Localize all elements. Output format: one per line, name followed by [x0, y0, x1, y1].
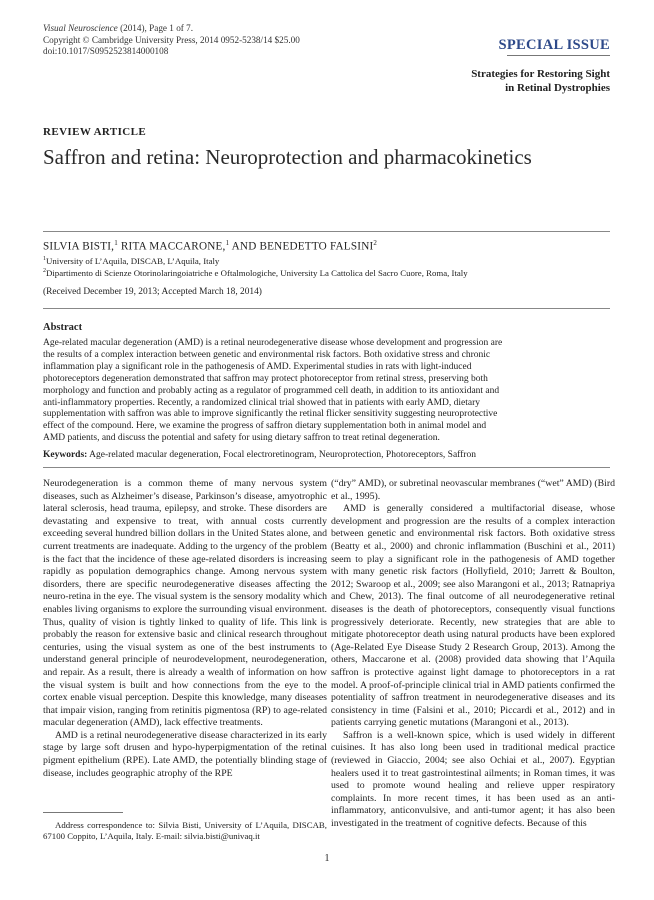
- series-title: [410, 67, 610, 95]
- body-paragraph: AMD is a retinal neurodegenerative disease characterized in its early stage by large soft drusen and hypo-hyperpigmentation of the retinal pigment epithelium (RPE). Late AMD, the potentially blinding stage of disease, includes geographic atrophy of the RPE: [43, 729, 327, 779]
- abstract-line: inflammation play a significant role in the pathogenesis of AMD. Experimental studies in rats with light-induced: [43, 361, 472, 372]
- affiliation: [43, 268, 468, 278]
- body-column-left: [43, 478, 327, 780]
- keywords-label: Keywords:: [43, 450, 88, 460]
- abstract-line: the results of a complex interaction between genetic and environmental risk factors. Both oxidative stress and chronic: [43, 349, 491, 360]
- received-dates: (Received December 19, 2013; Accepted March 18, 2014): [43, 287, 262, 297]
- body-paragraph: (“dry” AMD), or subretinal neovascular membranes (“wet” AMD) (Bird et al., 1995).: [331, 478, 615, 502]
- divider: [43, 231, 610, 232]
- special-issue-rule: [507, 55, 610, 56]
- journal-citation: [43, 23, 300, 35]
- page-number: 1: [324, 853, 330, 864]
- journal-meta: [43, 23, 300, 58]
- author-affiliation-mark: 1: [114, 239, 118, 247]
- body-column-right: [331, 478, 615, 831]
- abstract-line: supplementation with saffron was able to improve significantly the retinal flicker sensitivity suggesting neuroprotective: [43, 409, 498, 420]
- abstract-line: morphology and function and probably acting as a regulator of programmed cell death, in addition to its antioxidant and: [43, 385, 500, 396]
- author-list: [43, 239, 377, 253]
- correspondence-footnote: [43, 820, 327, 842]
- affiliation-text: University of L’Aquila, DISCAB, L’Aquila, Italy: [46, 256, 220, 266]
- author-affiliation-mark: 1: [225, 239, 230, 247]
- abstract-line: AMD patients, and discuss the potential and safety for using dietary saffron to treat retinal degeneration.: [43, 433, 440, 444]
- author-affiliation-mark: 2: [373, 239, 378, 247]
- footnote-text: Address correspondence to: Silvia Bisti, University of L’Aquila, DISCAB, 67100 Coppito, L’Aquila, Italy. E-mail: silvia.bisti@univaq.it: [43, 820, 327, 841]
- article-type: REVIEW ARTICLE: [43, 126, 147, 138]
- divider: [43, 467, 610, 468]
- abstract-heading: Abstract: [43, 322, 83, 333]
- copyright-line: Copyright © Cambridge University Press, 2014 0952-5238/14 $25.00: [43, 34, 300, 45]
- divider: [43, 308, 610, 309]
- affiliation: [43, 256, 219, 266]
- journal-name: Visual Neuroscience: [43, 23, 118, 33]
- body-paragraph: Saffron is a well-known spice, which is used widely in different cuisines. It has also long been used in traditional medical practice (reviewed in Giaccio, 2004; see also Ochiai et al., 2007). Egyptian healers used it to treat gastrointestinal ailments; in Roman times, it was used to promote wound healing and relieve upper respiratory complaints. In more recent times, it has been used as an anti-inflammatory, anticonvulsive, and anti-tumor agent; it has also been investigated in the treatment of cognitive defects. Because of this: [331, 729, 615, 830]
- keywords: [43, 449, 610, 461]
- affiliation-text: Dipartimento di Scienze Otorinolaringoiatriche e Oftalmologiche, University La Cattolica del Sacro Cuore, Roma, Italy: [46, 268, 468, 278]
- affiliation-mark: 2: [43, 268, 46, 275]
- author-name: SILVIA BISTI,: [43, 240, 115, 253]
- abstract-line: photoreceptors degeneration demonstrated that saffron may protect photoreceptor from retinal stress, preserving both: [43, 373, 488, 384]
- keywords-list: Age-related macular degeneration, Focal electroretinogram, Neuroprotection, Photoreceptors, Saffron: [87, 450, 476, 460]
- affiliation-mark: 1: [43, 256, 46, 263]
- abstract-line: effect of the compound. Here, we examine the progress of saffron dietary supplementation both in animal model and: [43, 421, 487, 432]
- special-issue-label: SPECIAL ISSUE: [498, 37, 610, 53]
- article-title: Saffron and retina: Neuroprotection and pharmacokinetics: [43, 145, 532, 169]
- journal-issue: (2014), Page 1 of 7.: [117, 23, 194, 33]
- doi-line: doi:10.1017/S0952523814000108: [43, 46, 169, 57]
- abstract-text: [43, 338, 583, 445]
- footnote-rule: [43, 812, 123, 813]
- author-name: RITA MACCARONE,: [117, 240, 226, 253]
- series-line-2: in Retinal Dystrophies: [505, 82, 610, 94]
- series-line-1: Strategies for Restoring Sight: [471, 68, 610, 80]
- body-paragraph: Neurodegeneration is a common theme of many nervous system diseases, such as Alzheimer’s disease, Parkinson’s disease, amyotrophic lateral sclerosis, head trauma, epilepsy, and stroke. These disorders are devastating and expensive to treat, with annual costs currently exceeding several hundred billion dollars in the United States alone, and current treatments are inadequate. Adding to the urgency of the problem is the fact that the incidence of these age-related disorders is increasing rapidly as population demographics change. Among nervous system disorders, there are specific neurodegenerative diseases affecting the neuro-retina in the eye. The visual system is the sensory modality which enables living organisms to explore the surrounding visual environment. Thus, quality of vision is tightly linked to quality of life. This link is probably the reason for extensive basic and clinical research throughout centuries, using the visual system as one of the best instruments to understand general principle of neurodevelopment, neurodegeneration, and repair. As a result, there is already a wealth of information on how the visual system is built and how connections from the eye to the cortex enable visual perception. Despite this knowledge, many diseases that impair vision, ranging from retinitis pigmentosa (RP) to age-related macular degeneration (AMD), lack effective treatments.: [43, 478, 327, 729]
- author-name: AND BENEDETTO FALSINI: [229, 240, 374, 253]
- abstract-line: Age-related macular degeneration (AMD) is a retinal neurodegenerative disease whose development and progression are: [43, 338, 503, 348]
- body-paragraph: AMD is generally considered a multifactorial disease, whose development and progression are the results of a complex interaction between genetic and environmental risk factors. Both oxidative stress (Beatty et al., 2000) and chronic inflammation (Buschini et al., 2011) seem to play a significant role in the pathogenesis of AMD together with many genetic risk factors (Hollyfield, 2010; Jarrett & Boulton, 2012; Swaroop et al., 2009; see also Marangoni et al., 2013; Ratnapriya and Chew, 2013). The final outcome of all neurodegenerative retinal diseases is the death of photoreceptors, consequently visual functions progressively deteriorate. Recently, new strategies that are able to mitigate photoreceptor death using natural products have been explored (Age-Related Eye Disease Study 2 Research Group, 2013). Among the others, Maccarone et al. (2008) provided data showing that l’Aquila saffron is protective against light damage to photoreceptors in a rat model. A proof-of-principle clinical trial in AMD patients confirmed the potentiality of saffron treatment in neurodegenerative diseases and its consistency in time (Falsini et al., 2010; Piccardi et al., 2012) and in patients carrying genetic mutations (Marangoni et al., 2013).: [331, 503, 615, 729]
- abstract-line: anti-inflammatory properties. Recently, a randomized clinical trial showed that in patients with early AMD, dietary: [43, 397, 481, 408]
